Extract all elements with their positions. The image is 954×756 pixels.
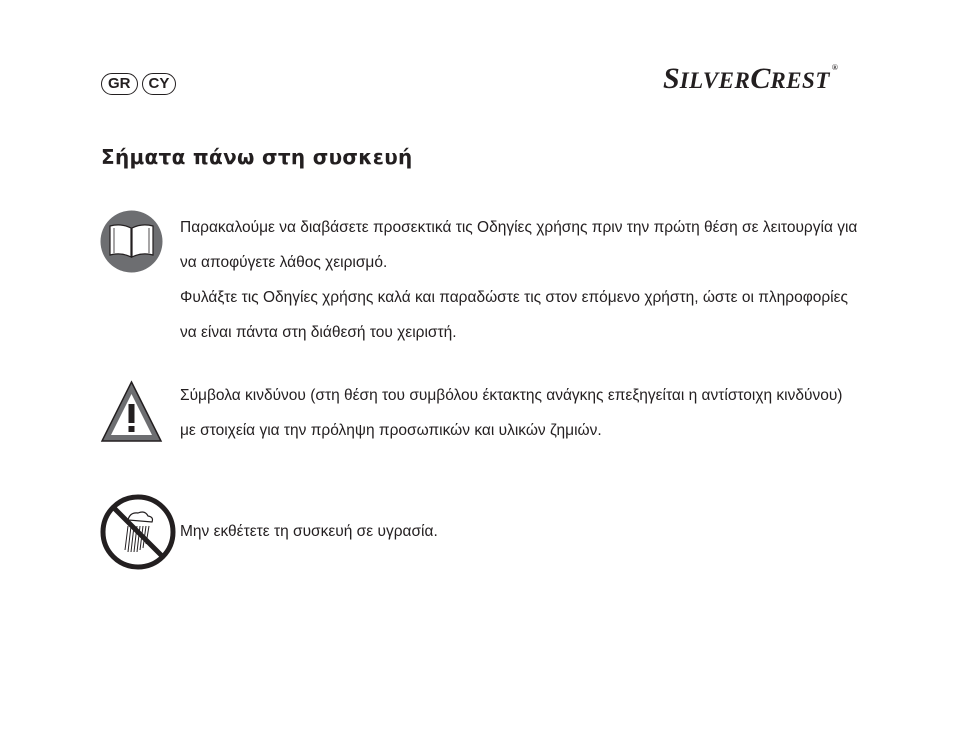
language-badges bbox=[101, 73, 176, 95]
language-badge-cy: CY bbox=[142, 73, 177, 95]
paragraph: Μην εκθέτετε τη συσκευή σε υγρασία. bbox=[180, 523, 438, 540]
book-icon bbox=[100, 210, 163, 278]
warning-triangle-icon bbox=[100, 378, 163, 449]
language-badge-gr: GR bbox=[101, 73, 138, 95]
paragraph: Φυλάξτε τις Οδηγίες χρήσης καλά και παραδώστε τις στον επόμενο χρήστη, ώστε οι πληροφορίες να είναι πάντα στη διάθεσή του χειριστή. bbox=[180, 289, 849, 341]
paragraph: Παρακαλούμε να διαβάσετε προσεκτικά τις Οδηγίες χρήσης πριν την πρώτη θέση σε λειτουργία για να αποφύγετε λάθος χειρισμό. bbox=[180, 219, 858, 271]
no-moisture-icon bbox=[100, 494, 176, 575]
symbol-description-no-moisture bbox=[180, 514, 860, 549]
section-title: Σήματα πάνω στη συσκευή bbox=[101, 145, 413, 169]
brand-logo: SILVERCREST® bbox=[663, 62, 838, 95]
symbol-description-read-manual bbox=[180, 210, 860, 350]
paragraph: Σύμβολα κινδύνου (στη θέση του συμβόλου έκτακτης ανάγκης επεξηγείται η αντίστοιχη κινδύνου) με στοιχεία για την πρόληψη προσωπικών και υλικών ζημιών. bbox=[180, 387, 843, 439]
symbol-description-danger bbox=[180, 378, 860, 448]
